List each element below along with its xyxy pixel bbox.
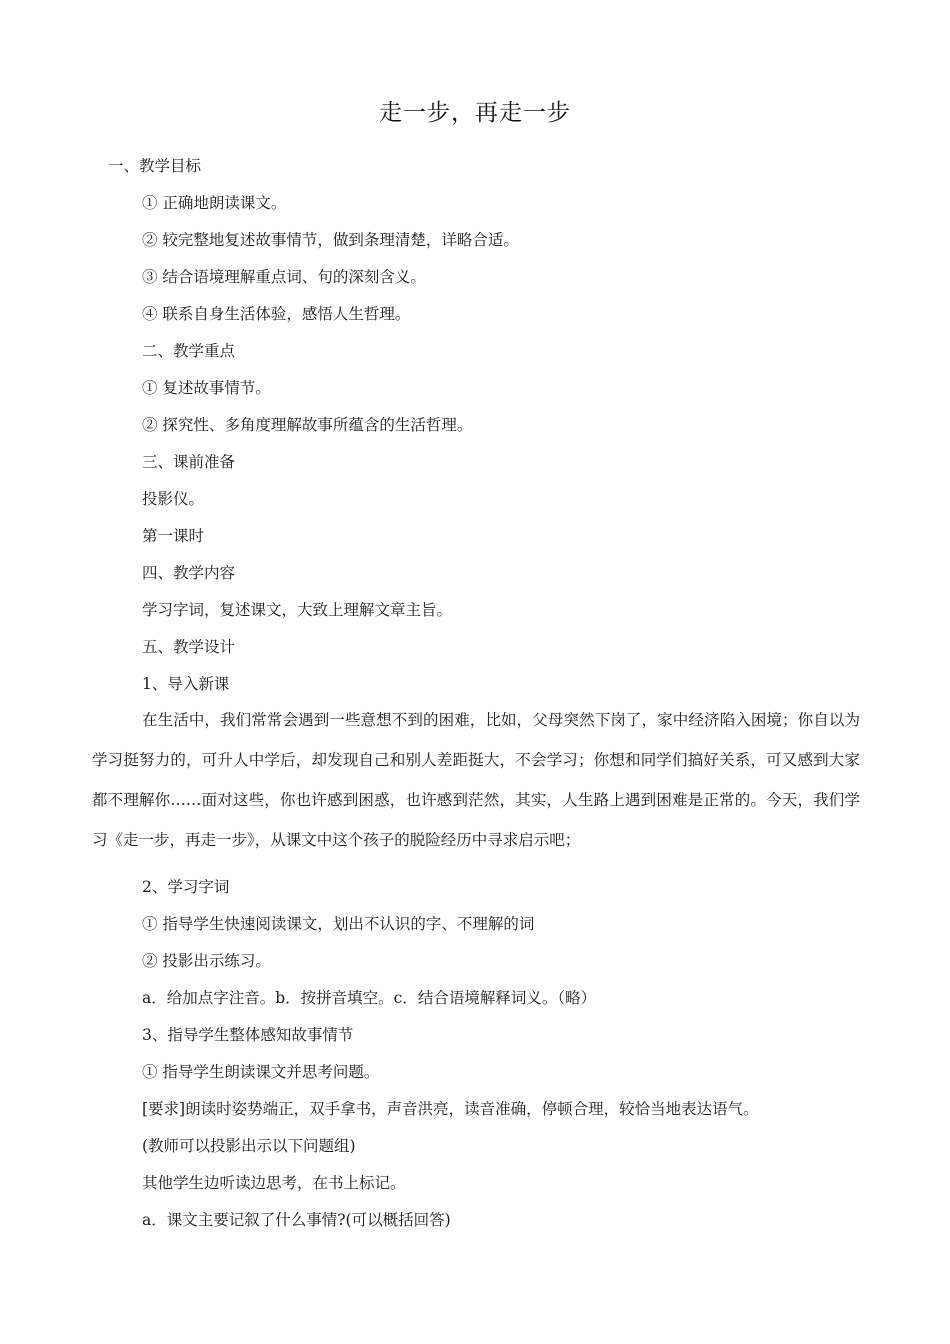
section-heading-design: 五、教学设计 bbox=[142, 638, 236, 656]
document-title: 走一步，再走一步 bbox=[379, 100, 571, 126]
objective-item-1: ① 正确地朗读课文。 bbox=[142, 194, 287, 212]
subsection-heading-vocabulary: 2、学习字词 bbox=[142, 878, 230, 896]
objective-item-2: ② 较完整地复述故事情节，做到条理清楚，详略合适。 bbox=[142, 231, 519, 249]
objective-item-3: ③ 结合语境理解重点词、句的深刻含义。 bbox=[142, 268, 426, 286]
objective-item-4: ④ 联系自身生活体验，感悟人生哲理。 bbox=[142, 305, 411, 323]
preparation-text: 投影仪。 bbox=[142, 490, 205, 508]
teacher-note: (教师可以投影出示以下问题组) bbox=[142, 1137, 356, 1155]
intro-paragraph: 在生活中，我们常常会遇到一些意想不到的困难，比如，父母突然下岗了，家中经济陷入困境；你自以为学习挺努力的，可升人中学后，却发现自己和别人差距挺大，不会学习；你想和同学们搞好关系，可又感到大家都不理解你……面对这些，你也许感到困惑，也许感到茫然，其实，人生路上遇到困难是正常的。今天，我们学习《走一步，再走一步》，从课文中这个孩子的脱险经历中寻求启示吧； bbox=[92, 711, 860, 849]
section-heading-preparation: 三、课前准备 bbox=[142, 453, 236, 471]
subsection-heading-plot: 3、指导学生整体感知故事情节 bbox=[142, 1026, 354, 1044]
plot-item-1: ① 指导学生朗读课文并思考问题。 bbox=[142, 1063, 380, 1081]
question-a: a．课文主要记叙了什么事情?(可以概括回答) bbox=[142, 1211, 451, 1229]
student-instruction: 其他学生边听读边思考，在书上标记。 bbox=[142, 1174, 406, 1192]
key-point-item-1: ① 复述故事情节。 bbox=[142, 379, 271, 397]
key-point-item-2: ② 探究性、多角度理解故事所蕴含的生活哲理。 bbox=[142, 416, 473, 434]
lesson-period-label: 第一课时 bbox=[142, 527, 205, 545]
vocabulary-exercise-list: a．给加点字注音。b．按拼音填空。c．结合语境解释词义。（略） bbox=[142, 989, 597, 1007]
vocabulary-item-2: ② 投影出示练习。 bbox=[142, 952, 271, 970]
vocabulary-item-1: ① 指导学生快速阅读课文，划出不认识的字、不理解的词 bbox=[142, 915, 535, 933]
section-heading-objectives: 一、教学目标 bbox=[108, 157, 202, 175]
reading-requirement: [要求]朗读时姿势端正，双手拿书，声音洪亮，读音准确，停顿合理，较恰当地表达语气。 bbox=[142, 1100, 759, 1118]
content-text: 学习字词，复述课文，大致上理解文章主旨。 bbox=[142, 601, 453, 619]
subsection-heading-intro: 1、导入新课 bbox=[142, 675, 230, 693]
section-heading-key-points: 二、教学重点 bbox=[142, 342, 236, 360]
section-heading-content: 四、教学内容 bbox=[142, 564, 236, 582]
